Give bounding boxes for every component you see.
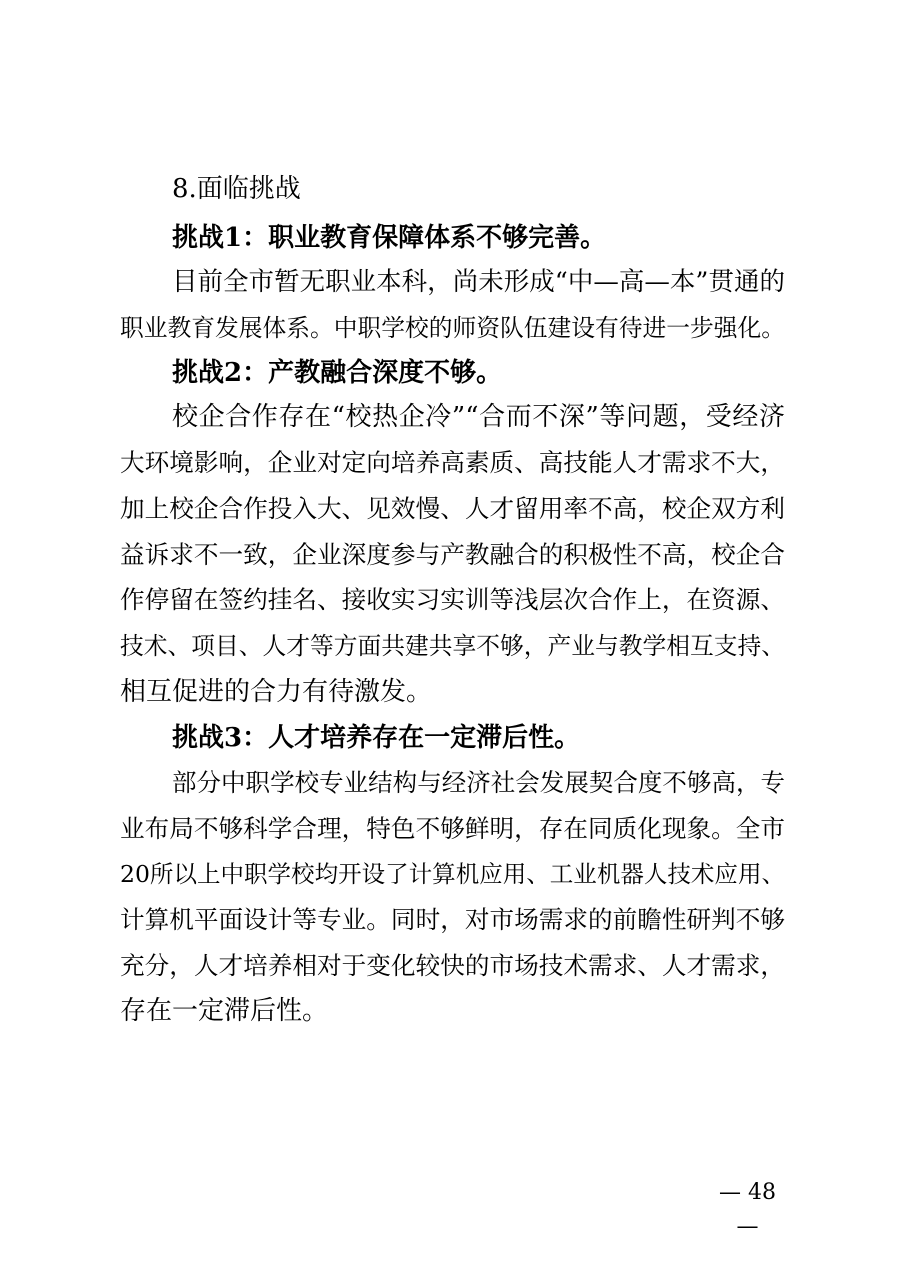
paragraph-line: 目前全市暂无职业本科，尚未形成“中—高—本”贯通的 bbox=[172, 267, 785, 297]
paragraph-line: 作停留在签约挂名、接收实习实训等浅层次合作上，在资源、 bbox=[120, 585, 785, 614]
section-title: 8.面临挑战 bbox=[172, 174, 301, 204]
paragraph-line: 部分中职学校专业结构与经济社会发展契合度不够高，专 bbox=[172, 768, 785, 797]
paragraph-line: 校企合作存在“校热企冷”“合而不深”等问题，受经济 bbox=[172, 402, 785, 432]
challenge-3-title: 挑战3：人才培养存在一定滞后性。 bbox=[172, 723, 581, 753]
paragraph-line: 存在一定滞后性。 bbox=[120, 996, 329, 1026]
paragraph-line: 益诉求不一致，企业深度参与产教融合的积极性不高，校企合 bbox=[120, 540, 785, 569]
paragraph-line: 职业教育发展体系。中职学校的师资队伍建设有待进一步强化。 bbox=[120, 314, 786, 342]
paragraph-line: 充分，人才培养相对于变化较快的市场技术需求、人才需求， bbox=[120, 951, 785, 980]
paragraph-line: 业布局不够科学合理，特色不够鲜明，存在同质化现象。全市 bbox=[120, 814, 785, 843]
paragraph-line: 相互促进的合力有待激发。 bbox=[120, 677, 433, 707]
challenge-2-title: 挑战2：产教融合深度不够。 bbox=[172, 358, 503, 388]
paragraph-line: 计算机平面设计等专业。同时，对市场需求的前瞻性研判不够 bbox=[120, 905, 785, 934]
page-number: — 48 — bbox=[719, 1180, 776, 1239]
paragraph-line: 加上校企合作投入大、见效慢、人才留用率不高，校企双方利 bbox=[120, 494, 785, 523]
paragraph-line: 20所以上中职学校均开设了计算机应用、工业机器人技术应用、 bbox=[120, 860, 785, 888]
paragraph-line: 技术、项目、人才等方面共建共享不够，产业与教学相互支持、 bbox=[120, 632, 786, 660]
paragraph-line: 大环境影响，企业对定向培养高素质、高技能人才需求不大， bbox=[120, 448, 785, 477]
challenge-1-title: 挑战1：职业教育保障体系不够完善。 bbox=[172, 223, 607, 253]
